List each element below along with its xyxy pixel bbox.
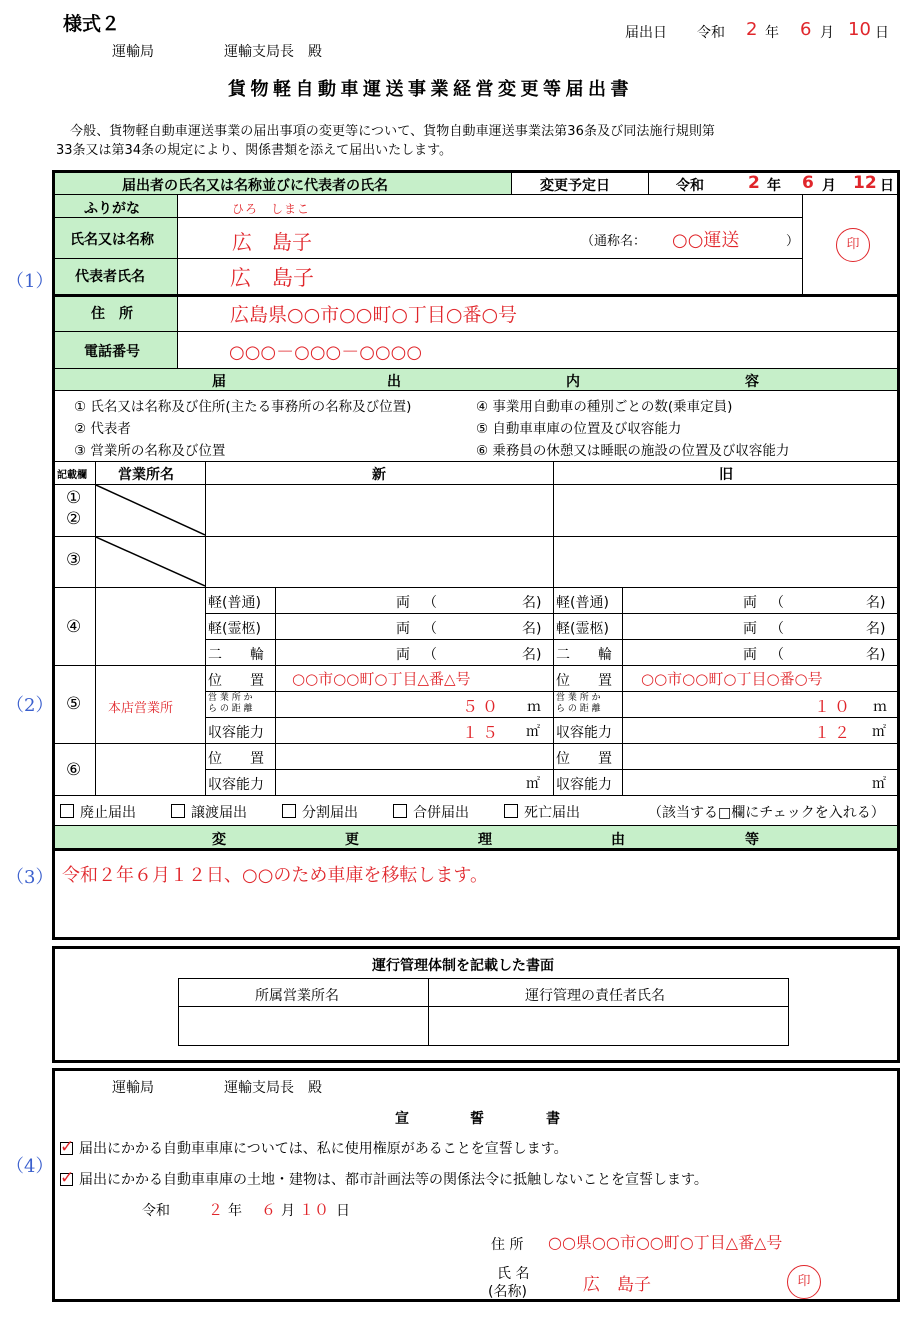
new-paren-1: （	[423, 595, 437, 611]
checkbox-icon[interactable]	[282, 804, 296, 818]
reason-h-5: 等	[745, 832, 759, 848]
col-old: 旧	[719, 467, 733, 483]
col-office: 営業所名	[118, 467, 174, 483]
oath-bureau: 運輸局	[112, 1080, 154, 1096]
row-mark-4: ④	[66, 617, 82, 637]
row-mark-5: ⑤	[66, 694, 82, 714]
chk-death[interactable]: 死亡届出	[504, 802, 580, 822]
oath-era: 令和	[142, 1203, 170, 1219]
office-5: 本店営業所	[108, 701, 174, 716]
intro-line-2: 33条又は第34条の規定により、関係書類を添えて届出いたします。	[56, 143, 453, 158]
applicant-header: 届出者の氏名又は名称並びに代表者の氏名	[122, 178, 388, 194]
old-paren-3: （	[770, 647, 784, 663]
content-item-5: ⑤ 自動車車庫の位置及び収容能力	[476, 421, 682, 437]
old-cap-label: 収容能力	[556, 725, 612, 741]
contents-h-4: 容	[745, 374, 759, 390]
new-cap-value: １５	[462, 723, 503, 742]
row-mark-6: ⑥	[66, 760, 82, 780]
old-type-1: 軽(普通)	[556, 595, 609, 611]
furigana-value: ひろ しまこ	[232, 202, 311, 216]
new-pos-label: 位 置	[208, 673, 264, 689]
checked-checkbox-icon[interactable]	[60, 1142, 73, 1155]
reason-h-4: 由	[611, 832, 625, 848]
content-item-4: ④ 事業用自動車の種別ごとの数(乗車定員)	[476, 399, 733, 415]
new6-pos-label: 位 置	[208, 751, 264, 767]
management-title: 運行管理体制を記載した書面	[372, 958, 554, 974]
oath-name-label-2: (名称)	[488, 1284, 527, 1300]
contents-h-1: 届	[212, 374, 226, 390]
new-mei-2: 名)	[522, 621, 542, 637]
col-new: 新	[372, 467, 386, 483]
phone-label: 電話番号	[84, 344, 140, 360]
change-gatsu: 月	[822, 178, 836, 194]
header-bureau: 運輸局	[112, 44, 154, 60]
content-item-3: ③ 営業所の名称及び位置	[74, 443, 226, 459]
name-label: 氏名又は名称	[70, 232, 154, 248]
contents-h-2: 出	[387, 374, 401, 390]
content-item-2: ② 代表者	[74, 421, 131, 437]
old-cap-unit: ㎡	[872, 724, 886, 740]
content-item-1: ① 氏名又は名称及び住所(主たる事務所の名称及び位置)	[74, 399, 412, 415]
new-paren-3: （	[423, 647, 437, 663]
col-entry: 記載欄	[57, 470, 87, 481]
new-dist-label-1: 営 業 所 か	[208, 693, 253, 703]
old-pos-label: 位 置	[556, 673, 612, 689]
change-year: 2	[748, 173, 760, 193]
oath-name-label-1: 氏 名	[497, 1266, 530, 1282]
old-dist-label-2: ら の 距 離	[556, 704, 601, 714]
old-cap-value: １２	[814, 723, 855, 742]
new-ryo-3: 両	[396, 647, 410, 663]
oath-addressee: 運輸支局長 殿	[224, 1080, 322, 1096]
old-paren-1: （	[770, 595, 784, 611]
reason-h-2: 更	[345, 832, 359, 848]
management-col-1: 所属営業所名	[255, 988, 339, 1004]
notify-day: 10	[848, 19, 871, 40]
old-mei-3: 名)	[866, 647, 886, 663]
phone-value: ○○○－○○○－○○○○	[229, 342, 423, 363]
address-label: 住 所	[91, 306, 133, 322]
old6-cap-label: 収容能力	[556, 777, 612, 793]
section-mark-1: （1）	[6, 271, 54, 292]
notify-nichi: 日	[875, 25, 889, 41]
oath-seal-stamp: 印	[787, 1265, 821, 1299]
reason-text: 令和２年６月１２日、○○のため車庫を移転します。	[62, 865, 488, 886]
old-mei-2: 名)	[866, 621, 886, 637]
new-type-3: 二 輪	[208, 647, 264, 663]
oath-line-2[interactable]: ✓届出にかかる自動車車庫の土地・建物は、都市計画法等の関係法令に抵触しないことを宣誓します。	[60, 1169, 708, 1189]
old-mei-1: 名)	[866, 595, 886, 611]
management-col-2: 運行管理の責任者氏名	[525, 988, 665, 1004]
old-type-3: 二 輪	[556, 647, 612, 663]
new-pos-value: ○○市○○町○丁目△番△号	[292, 670, 471, 688]
row-mark-2: ②	[66, 509, 82, 529]
chk-merge[interactable]: 合併届出	[393, 802, 469, 822]
change-nichi: 日	[880, 178, 894, 194]
content-item-6: ⑥ 乗務員の休憩又は睡眠の施設の位置及び収容能力	[476, 443, 790, 459]
notify-era: 令和	[697, 25, 725, 41]
oath-name-value: 広 島子	[583, 1275, 651, 1295]
form-title: 貨物軽自動車運送事業経営変更等届出書	[228, 79, 633, 100]
new-type-2: 軽(霊柩)	[208, 621, 261, 637]
old-ryo-2: 両	[743, 621, 757, 637]
change-date-label: 変更予定日	[540, 178, 610, 194]
alias-value: ○○運送	[672, 230, 740, 251]
new-ryo-1: 両	[396, 595, 410, 611]
oath-title-3: 書	[546, 1111, 560, 1127]
notify-gatsu: 月	[820, 25, 834, 41]
notify-year: 2	[746, 19, 758, 40]
alias-label: （通称名：	[581, 234, 647, 249]
new-ryo-2: 両	[396, 621, 410, 637]
oath-line-1[interactable]: ✓届出にかかる自動車車庫については、私に使用権原があることを宣誓します。	[60, 1138, 568, 1158]
old6-pos-label: 位 置	[556, 751, 612, 767]
new-dist-label-2: ら の 距 離	[208, 704, 253, 714]
old-type-2: 軽(霊柩)	[556, 621, 609, 637]
change-nen: 年	[767, 178, 781, 194]
oath-address-label: 住 所	[491, 1237, 524, 1253]
rep-value: 広 島子	[230, 266, 314, 290]
new-dist-unit: ｍ	[527, 699, 541, 715]
new-type-1: 軽(普通)	[208, 595, 261, 611]
checked-checkbox-icon[interactable]	[60, 1173, 73, 1186]
notify-nen: 年	[765, 25, 779, 41]
oath-gatsu: 月	[281, 1203, 295, 1219]
chk-split[interactable]: 分割届出	[282, 802, 358, 822]
intro-line-1: 今般、貨物軽自動車運送事業の届出事項の変更等について、貨物自動車運送事業法第36条及び同法施行規則第	[70, 124, 716, 139]
new-mei-3: 名)	[522, 647, 542, 663]
old-paren-2: （	[770, 621, 784, 637]
notify-month: 6	[800, 19, 812, 40]
old-ryo-3: 両	[743, 647, 757, 663]
rep-label: 代表者氏名	[75, 269, 145, 285]
checkbox-icon[interactable]	[393, 804, 407, 818]
header-addressee: 運輸支局長 殿	[224, 44, 322, 60]
new-mei-1: 名)	[522, 595, 542, 611]
section-mark-3: （3）	[6, 867, 54, 888]
old-ryo-1: 両	[743, 595, 757, 611]
new-paren-2: （	[423, 621, 437, 637]
oath-address-value: ○○県○○市○○町○丁目△番△号	[548, 1233, 783, 1252]
section-mark-2: （2）	[6, 695, 54, 716]
oath-title-1: 宣	[395, 1111, 409, 1127]
change-month: 6	[802, 173, 814, 193]
new-cap-unit: ㎡	[526, 724, 540, 740]
chk-transfer[interactable]: 譲渡届出	[171, 802, 247, 822]
old-dist-value: １０	[814, 697, 855, 716]
checkbox-icon[interactable]	[60, 804, 74, 818]
oath-title-2: 誓	[470, 1111, 484, 1127]
oath-nen: 年	[228, 1203, 242, 1219]
alias-close: ）	[786, 234, 800, 249]
new6-cap-label: 収容能力	[208, 777, 264, 793]
change-day: 12	[853, 173, 877, 193]
section-mark-4: （4）	[6, 1156, 54, 1177]
old-dist-label-1: 営 業 所 か	[556, 693, 601, 703]
name-value: 広 島子	[232, 230, 312, 254]
chk-abolish[interactable]: 廃止届出	[60, 802, 136, 822]
row-mark-1: ①	[66, 488, 82, 508]
seal-stamp: 印	[836, 228, 870, 262]
checkbox-note: （該当する□欄にチェックを入れる）	[648, 805, 885, 821]
furigana-label: ふりがな	[84, 201, 140, 217]
new6-cap-unit: ㎡	[526, 776, 540, 792]
new-cap-label: 収容能力	[208, 725, 264, 741]
oath-year: ２	[208, 1201, 224, 1219]
checkbox-icon[interactable]	[171, 804, 185, 818]
contents-h-3: 内	[566, 374, 580, 390]
form-number: 様式２	[63, 13, 121, 35]
notify-date-label: 届出日	[625, 25, 667, 41]
oath-month: ６	[261, 1201, 277, 1219]
reason-h-3: 理	[478, 832, 492, 848]
old-pos-value: ○○市○○町○丁目○番○号	[641, 670, 823, 688]
new-dist-value: ５０	[462, 697, 503, 716]
address-value: 広島県○○市○○町○丁目○番○号	[230, 304, 518, 326]
old-dist-unit: ｍ	[873, 699, 887, 715]
checkbox-icon[interactable]	[504, 804, 518, 818]
change-era: 令和	[676, 178, 704, 194]
old6-cap-unit: ㎡	[872, 776, 886, 792]
reason-h-1: 変	[212, 832, 226, 848]
oath-day: １０	[299, 1201, 330, 1219]
oath-nichi: 日	[336, 1203, 350, 1219]
row-mark-3: ③	[66, 550, 82, 570]
